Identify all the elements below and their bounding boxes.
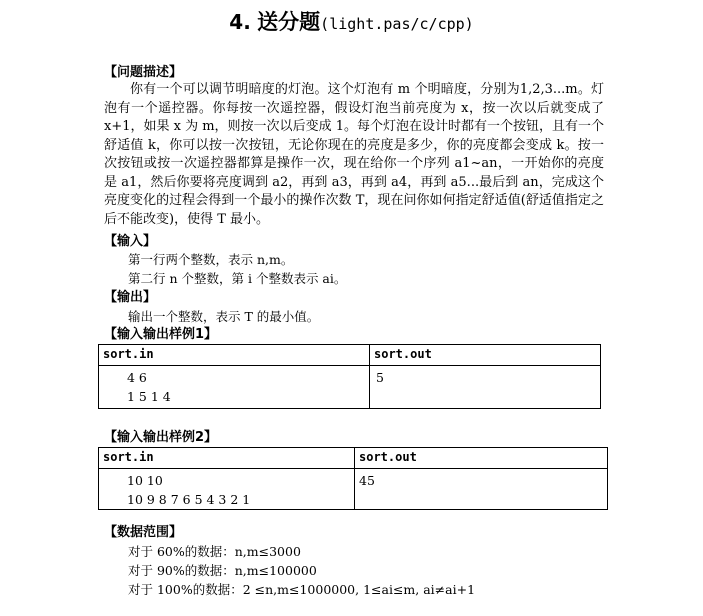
sample2-out-header: sort.out — [355, 448, 608, 469]
problem-name: 送分题 — [257, 10, 321, 34]
input-line-1: 第一行两个整数，表示 n,m。 — [128, 252, 294, 267]
sample1-value-row — [99, 366, 601, 409]
range-heading: 【数据范围】 — [104, 525, 183, 540]
sample1-table — [98, 344, 601, 409]
description-text: 你有一个可以调节明暗度的灯泡。这个灯泡有 m 个明暗度，分别为1,2,3...m。灯泡有一个遥控器。你每按一次遥控器，假设灯泡当前亮度为 x，按一次以后就变成了 x+1，如果 x 为 m，则按一次以后变成 1。每个灯泡在设计时都有一个按钮，且有一个舒适值 k，你可以按一次按钮，无论你现在的亮度是多少，你的亮度都会变成 k。按一次按钮或按一次遥控器都算是操作一次，现在给你一个序列 a1~an，一开始你的亮度是 a1，然后你要将亮度调到 a2，再到 a3，再到 a4，再到 a5...最后到 an，完成这个亮度变化的过程会得到一个最小的操作次数 T，现在问你如何指定舒适值(舒适值指定之后不能改变)，使得 T 最小。 — [104, 82, 604, 227]
sample1-out-header: sort.out — [370, 345, 601, 366]
sample2-table — [98, 447, 608, 510]
output-line-1: 输出一个整数，表示 T 的最小值。 — [128, 309, 320, 324]
output-heading: 【输出】 — [104, 290, 157, 305]
sample1-heading: 【输入输出样例1】 — [104, 327, 218, 342]
range-line-2: 对于 90%的数据：n,m≤100000 — [128, 563, 317, 578]
sample2-header-row — [99, 448, 608, 469]
sample1-header-row — [99, 345, 601, 366]
sample2-out-cell — [355, 469, 608, 510]
sample1-in-value: 4 6 1 5 1 4 — [127, 370, 171, 404]
range-line-1: 对于 60%的数据：n,m≤3000 — [128, 544, 301, 559]
sample2-value-row — [99, 469, 608, 510]
sample2-heading: 【输入输出样例2】 — [104, 430, 218, 445]
sample2-out-value: 45 — [359, 473, 375, 488]
description-heading: 【问题描述】 — [104, 65, 183, 80]
problem-title — [0, 8, 703, 38]
sample2-in-header: sort.in — [99, 448, 355, 469]
sample2-in-cell — [99, 469, 355, 510]
problem-number: 4. — [229, 10, 251, 34]
range-line-3: 对于 100%的数据：2 ≤n,m≤1000000, 1≤ai≤m, ai≠ai+1 — [128, 582, 476, 597]
problem-file-types: (light.pas/c/cpp) — [320, 15, 474, 33]
sample1-in-cell — [99, 366, 370, 409]
input-heading: 【输入】 — [104, 234, 157, 249]
sample2-in-value: 10 10 10 9 8 7 6 5 4 3 2 1 — [127, 473, 251, 507]
sample1-out-cell — [370, 366, 601, 409]
input-line-2: 第二行 n 个整数，第 i 个整数表示 ai。 — [128, 271, 347, 286]
sample1-in-header: sort.in — [99, 345, 370, 366]
sample1-out-value: 5 — [376, 370, 384, 385]
